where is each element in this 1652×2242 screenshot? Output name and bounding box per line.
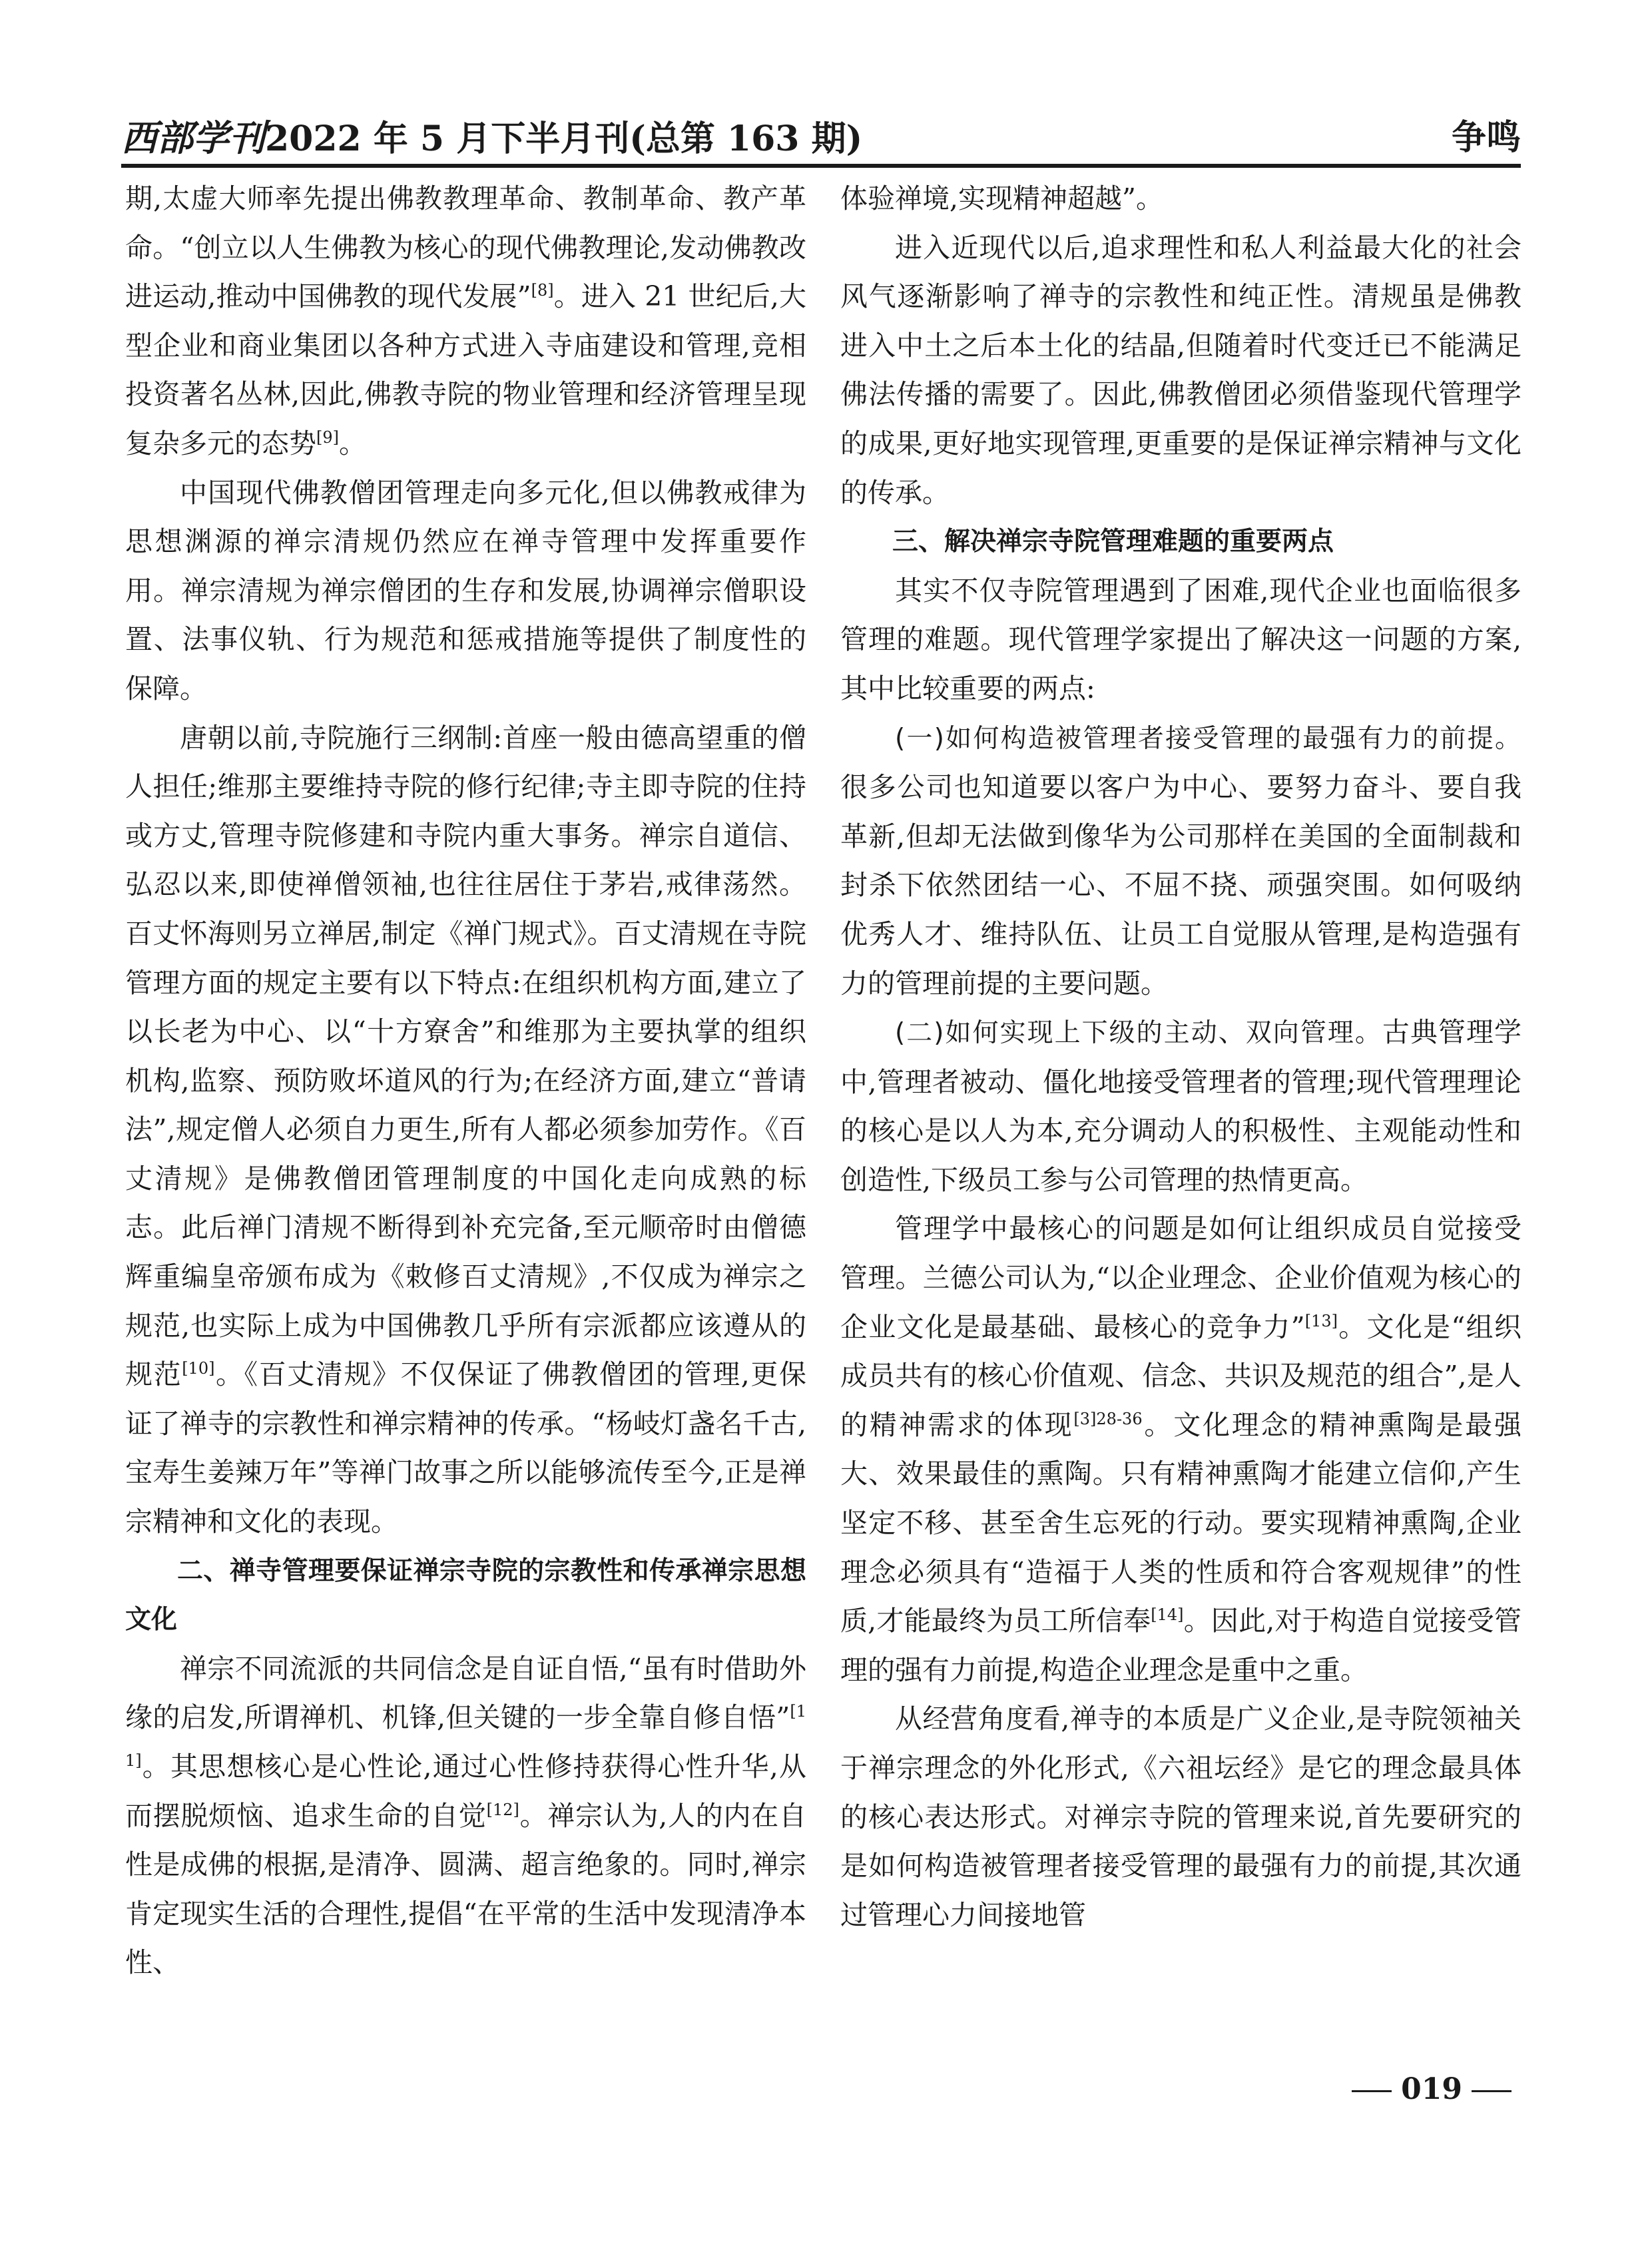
paragraph-text: 。文化理念的精神熏陶是最强大、效果最佳的熏陶。只有精神熏陶才能建立信仰,产生坚定不移、甚至舍生忘死的行动。要实现精神熏陶,企业理念必须具有“造福于人类的性质和符合客观规律”的性质,才能最终为员工所信奉 <box>840 1408 1522 1637</box>
paragraph <box>840 224 1521 518</box>
citation-marker: [9] <box>316 427 339 447</box>
continued-paragraph <box>840 174 1521 224</box>
citation-marker: [12] <box>486 1800 519 1819</box>
paragraph-text: 。《百丈清规》不仅保证了佛教僧团的管理,更保证了禅寺的宗教性和禅宗精神的传承。“杨岐灯盏名千古,宝寿生姜辣万年”等禅门故事之所以能够流传至今,正是禅宗精神和文化的表现。 <box>125 1358 807 1538</box>
page-number-footer <box>1332 2070 1521 2109</box>
citation-marker: [14] <box>1151 1605 1184 1625</box>
paragraph <box>125 714 806 1547</box>
citation-marker: [13] <box>1304 1311 1338 1330</box>
subsection-lead: (二)如何实现上下级的主动、双向管理。 <box>895 1018 1382 1049</box>
paragraph-text: 进入近现代以后,追求理性和私人利益最大化的社会风气逐渐影响了禅寺的宗教性和纯正性。清规虽是佛教进入中土之后本土化的结晶,但随着时代变迁已不能满足佛法传播的需要了。因此,佛教僧团必须借鉴现代管理学的成果,更好地实现管理,更重要的是保证禅宗精神与文化的传承。 <box>840 231 1521 509</box>
paragraph <box>125 469 806 714</box>
footer-dash-right <box>1472 2090 1512 2092</box>
paragraph-text: 期,太虚大师率先提出佛教教理革命、教制革命、教产革命。“创立以人生佛教为核心的现代佛教理论,发动佛教改进运动,推动中国佛教的现代发展” <box>125 182 806 313</box>
paragraph <box>840 567 1521 714</box>
citation-marker: [3]28-36 <box>1073 1409 1143 1428</box>
paragraph-text: 禅宗不同流派的共同信念是自证自悟,“虽有时借助外缘的启发,所谓禅机、机锋,但关键的一步全靠自修自悟” <box>125 1652 806 1734</box>
paragraph-text: 。禅宗认为,人的内在自性是成佛的根据,是清净、圆满、超言绝象的。同时,禅宗肯定现实生活的合理性,提倡“在平常的生活中发现清净本性、 <box>125 1799 806 1979</box>
paragraph <box>840 714 1521 1009</box>
paragraph-text: 从经营角度看,禅寺的本质是广义企业,是寺院领袖关于禅宗理念的外化形式,《六祖坛经》是它的理念最具体的核心表达形式。对禅宗寺院的管理来说,首先要研究的是如何构造被管理者接受管理的最强有力的前提,其次通过管理心力间接地管 <box>840 1703 1521 1931</box>
page-header <box>121 115 1521 161</box>
section-name: 争鸣 <box>1451 118 1521 158</box>
paragraph <box>125 1645 806 1988</box>
paragraph-text: 体验禅境,实现精神超越”。 <box>840 182 1163 214</box>
subsection-lead: (一)如何构造被管理者接受管理的最强有力的前提。 <box>895 723 1521 754</box>
left-column <box>125 174 806 1988</box>
footer-dash-left <box>1352 2090 1392 2092</box>
paragraph <box>840 1008 1521 1205</box>
paragraph-text: 管理学中最核心的问题是如何让组织成员自觉接受管理。兰德公司认为,“以企业理念、企业价值观为核心的企业文化是最基础、最核心的竞争力” <box>840 1213 1521 1343</box>
paragraph-text: 古典管理学中,管理者被动、僵化地接受管理者的管理;现代管理理论的核心是以人为本,充分调动人的积极性、主观能动性和创造性,下级员工参与公司管理的热情更高。 <box>840 1016 1522 1196</box>
paragraph-text: 其实不仅寺院管理遇到了困难,现代企业也面临很多管理的难题。现代管理学家提出了解决这一问题的方案,其中比较重要的两点: <box>840 574 1521 704</box>
paragraph-text: 。进入 21 世纪后,大型企业和商业集团以各种方式进入寺庙建设和管理,竞相投资著名丛林,因此,佛教寺院的物业管理和经济管理呈现复杂多元的态势 <box>125 280 806 459</box>
page-number: 019 <box>1401 2072 1462 2106</box>
paragraph <box>840 1205 1521 1695</box>
citation-marker: [10] <box>182 1359 215 1378</box>
header-rule <box>121 164 1521 168</box>
paragraph-text: 很多公司也知道要以客户为中心、要努力奋斗、要自我革新,但却无法做到像华为公司那样在美国的全面制裁和封杀下依然团结一心、不屈不挠、顽强突围。如何吸纳优秀人才、维持队伍、让员工自觉服从管理,是构造强有力的管理前提的主要问题。 <box>840 771 1521 999</box>
paragraph-text: 唐朝以前,寺院施行三纲制:首座一般由德高望重的僧人担任;维那主要维持寺院的修行纪律;寺主即寺院的住持或方丈,管理寺院修建和寺院内重大事务。禅宗自道信、弘忍以来,即使禅僧领袖,也往往居住于茅岩,戒律荡然。百丈怀海则另立禅居,制定《禅门规式》。百丈清规在寺院管理方面的规定主要有以下特点:在组织机构方面,建立了以长老为中心、以“十方寮舍”和维那为主要执掌的组织机构,监察、预防败坏道风的行为;在经济方面,建立“普请法”,规定僧人必须自力更生,所有人都必须参加劳作。《百丈清规》是佛教僧团管理制度的中国化走向成熟的标志。此后禅门清规不断得到补充完备,至元顺帝时由僧德辉重编皇帝颁布成为《敕修百丈清规》,不仅成为禅宗之规范,也实际上成为中国佛教几乎所有宗派都应该遵从的规范 <box>125 721 806 1391</box>
section-heading: 三、解决禅宗寺院管理难题的重要两点 <box>892 527 1334 557</box>
journal-masthead <box>121 115 862 162</box>
citation-marker: [11] <box>125 1702 806 1770</box>
section-heading: 二、禅寺管理要保证禅宗寺院的宗教性和传承禅宗思想文化 <box>125 1555 806 1635</box>
paragraph-text: 。因此,对于构造自觉接受管理的强有力前提,构造企业理念是重中之重。 <box>840 1605 1521 1686</box>
paragraph-text: 。文化是“组织成员共有的核心价值观、信念、共识及规范的组合”,是人的精神需求的体现 <box>840 1310 1521 1441</box>
paragraph-text: 。 <box>339 427 366 459</box>
citation-marker: [8] <box>531 281 554 300</box>
paragraph <box>840 1695 1521 1940</box>
paragraph-text: 。其思想核心是心性论,通过心性修持获得心性升华,从而摆脱烦恼、追求生命的自觉 <box>125 1751 806 1832</box>
journal-logo: 西部学刊 <box>121 117 265 159</box>
paragraph-text: 中国现代佛教僧团管理走向多元化,但以佛教戒律为思想渊源的禅宗清规仍然应在禅寺管理中发挥重要作用。禅宗清规为禅宗僧团的生存和发展,协调禅宗僧职设置、法事仪轨、行为规范和惩戒措施等提供了制度性的保障。 <box>125 476 806 704</box>
continued-paragraph <box>125 174 806 469</box>
issue-info: 2022 年 5 月下半月刊(总第 163 期) <box>265 119 863 159</box>
right-column <box>840 174 1521 1940</box>
